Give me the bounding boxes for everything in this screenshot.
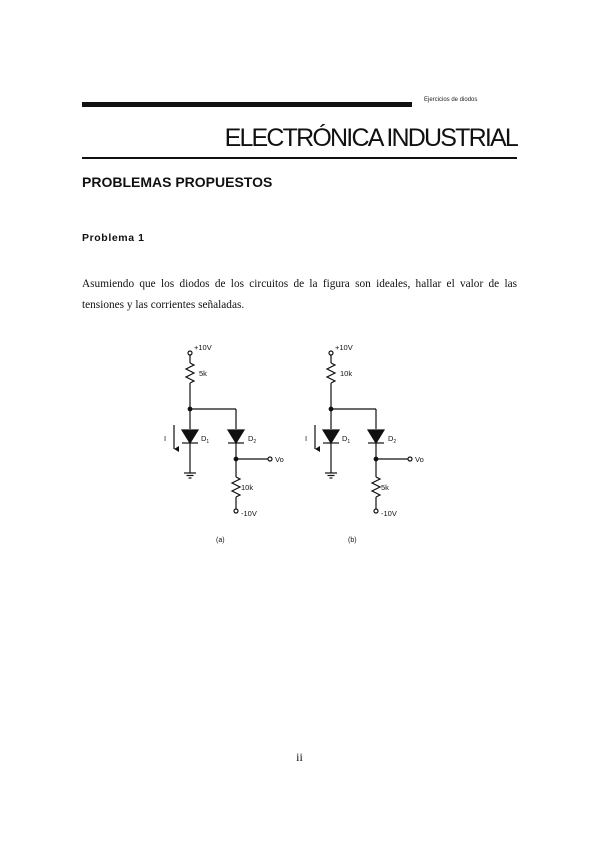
output-terminal-b bbox=[408, 457, 412, 461]
d2-label-a: $D_2$ bbox=[248, 434, 257, 445]
page-title: ELECTRÓNICA INDUSTRIAL bbox=[224, 124, 517, 152]
supply-terminal-b bbox=[329, 351, 333, 355]
diode-d1-b bbox=[323, 430, 339, 443]
page-number: ii bbox=[296, 750, 303, 764]
d1-label-a: $D_1$ bbox=[201, 434, 210, 445]
circuit-a bbox=[174, 351, 272, 513]
resistor-top-a bbox=[186, 363, 194, 383]
caption-a: (a) bbox=[216, 537, 225, 544]
header-rule bbox=[82, 102, 412, 107]
negative-label-b: -10V bbox=[381, 509, 397, 518]
caption-b: (b) bbox=[348, 537, 357, 544]
supply-label-b: +10V bbox=[335, 343, 353, 352]
d1-label-b: $D_1$ bbox=[342, 434, 351, 445]
resistor-bottom-label-a: 10k bbox=[241, 483, 254, 492]
circuit-b bbox=[315, 351, 412, 513]
header-note: Ejercicios de diodos bbox=[424, 97, 478, 103]
resistor-bottom-a bbox=[232, 477, 240, 497]
title-divider bbox=[82, 157, 517, 159]
problem-statement: Asumiendo que los diodos de los circuitos de la figura son ideales, hallar el valor de las tensiones y las corrientes señaladas. bbox=[82, 278, 517, 311]
circuit-figure bbox=[150, 335, 450, 550]
d2-label-b: $D_2$ bbox=[388, 434, 397, 445]
diode-d2-b bbox=[368, 430, 384, 443]
supply-label-a: +10V bbox=[194, 343, 212, 352]
negative-terminal-b bbox=[374, 509, 378, 513]
resistor-top-label-a: 5k bbox=[199, 369, 207, 378]
circuit-b-labels bbox=[305, 343, 424, 544]
resistor-bottom-label-b: 5k bbox=[381, 483, 389, 492]
negative-label-a: -10V bbox=[241, 509, 257, 518]
resistor-top-b bbox=[327, 363, 335, 383]
diode-d1-a bbox=[182, 430, 198, 443]
diode-d2-a bbox=[228, 430, 244, 443]
output-label-b: Vo bbox=[415, 455, 424, 464]
circuit-a-labels bbox=[164, 343, 284, 544]
section-heading: PROBLEMAS PROPUESTOS bbox=[82, 174, 273, 190]
output-label-a: Vo bbox=[275, 455, 284, 464]
problem-heading: Problema 1 bbox=[82, 232, 145, 244]
resistor-top-label-b: 10k bbox=[340, 369, 353, 378]
output-terminal-a bbox=[268, 457, 272, 461]
supply-terminal-a bbox=[188, 351, 192, 355]
resistor-bottom-b bbox=[372, 477, 380, 497]
negative-terminal-a bbox=[234, 509, 238, 513]
current-label-b: I bbox=[305, 434, 308, 443]
current-label-a: I bbox=[164, 434, 167, 443]
